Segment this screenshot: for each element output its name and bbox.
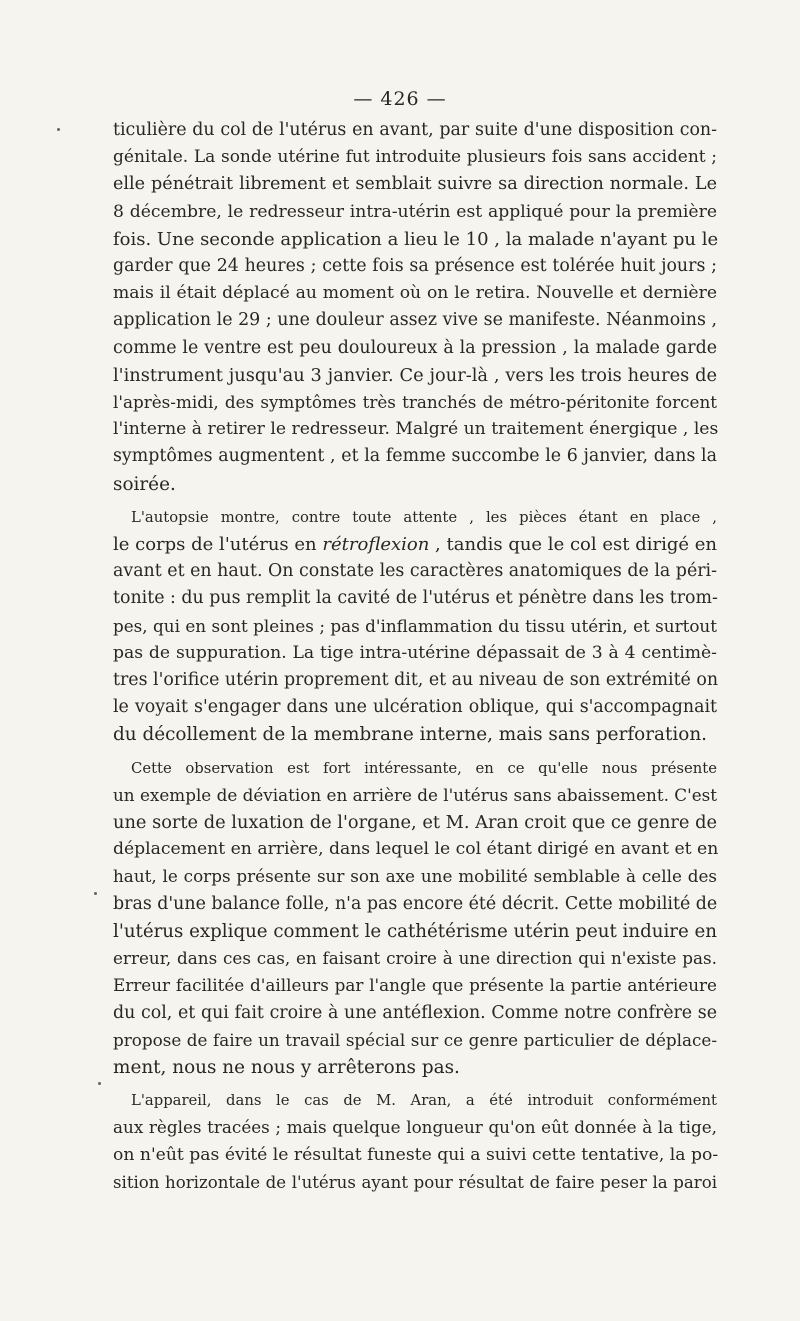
text-line: l'utérus explique comment le cathétérisme utérin peut induire en bbox=[113, 920, 717, 942]
text-line-with-italic bbox=[113, 531, 717, 558]
text-line: haut, le corps présente sur son axe une mobilité semblable à celle des bbox=[113, 866, 717, 887]
text-line: aux règles tracées ; mais quelque longueur qu'on eût donnée à la tige, bbox=[113, 1117, 717, 1138]
text-line: l'après-midi, des symptômes très tranchés de métro-péritonite forcent bbox=[113, 392, 717, 413]
text-line: erreur, dans ces cas, en faisant croire à une direction qui n'existe pas. bbox=[113, 948, 717, 969]
paragraph-3 bbox=[113, 755, 717, 1081]
text-line: application le 29 ; une douleur assez vive se manifeste. Néanmoins , bbox=[113, 310, 717, 331]
text-line: 8 décembre, le redresseur intra-utérin est appliqué pour la première bbox=[113, 201, 717, 222]
ink-speck-mark bbox=[57, 128, 60, 131]
text-line: on n'eût pas évité le résultat funeste qui a suivi cette tentative, la po- bbox=[113, 1144, 719, 1165]
text-line: Erreur facilitée d'ailleurs par l'angle que présente la partie antérieure bbox=[113, 975, 717, 996]
paragraph-4 bbox=[113, 1087, 717, 1196]
body-text bbox=[113, 117, 717, 1196]
text-line: bras d'une balance folle, n'a pas encore été décrit. Cette mobilité de bbox=[113, 893, 718, 914]
text-line: mais il était déplacé au moment où on le retira. Nouvelle et dernière bbox=[113, 283, 717, 304]
text-line: l'interne à retirer le redresseur. Malgré un traitement énergique , les bbox=[113, 419, 719, 440]
text-line: Cette observation est fort intéressante, en ce qu'elle nous présente bbox=[131, 759, 717, 777]
text-line: garder que 24 heures ; cette fois sa présence est tolérée huit jours ; bbox=[113, 256, 717, 277]
ink-speck-mark bbox=[94, 892, 97, 895]
paragraph-2 bbox=[113, 504, 717, 749]
text-line: tres l'orifice utérin proprement dit, et au niveau de son extrémité on bbox=[113, 670, 719, 691]
text-line: déplacement en arrière, dans lequel le col étant dirigé en avant et en bbox=[113, 839, 719, 860]
text-fragment: , tandis que le col est dirigé en bbox=[429, 534, 717, 556]
text-line: L'autopsie montre, contre toute attente , les pièces étant en place , bbox=[131, 508, 717, 526]
text-line: génitale. La sonde utérine fut introduite plusieurs fois sans accident ; bbox=[113, 147, 717, 168]
text-line: sition horizontale de l'utérus ayant pour résultat de faire peser la paroi bbox=[113, 1172, 717, 1192]
text-line: le voyait s'engager dans une ulcération oblique, qui s'accompagnait bbox=[113, 697, 717, 718]
text-line: un exemple de déviation en arrière de l'utérus sans abaissement. C'est bbox=[113, 784, 717, 805]
text-line: une sorte de luxation de l'organe, et M. Aran croit que ce genre de bbox=[113, 812, 717, 834]
text-line: tonite : du pus remplit la cavité de l'utérus et pénètre dans les trom- bbox=[113, 588, 718, 609]
text-line: propose de faire un travail spécial sur ce genre particulier de déplace- bbox=[113, 1029, 717, 1050]
text-line: symptômes augmentent , et la femme succombe le 6 janvier, dans la bbox=[113, 446, 717, 467]
text-line: L'appareil, dans le cas de M. Aran, a été introduit conformément bbox=[131, 1092, 717, 1110]
text-line: du décollement de la membrane interne, mais sans perforation. bbox=[113, 724, 708, 746]
text-line: l'instrument jusqu'au 3 janvier. Ce jour-là , vers les trois heures de bbox=[113, 364, 717, 386]
text-line: ment, nous ne nous y arrêterons pas. bbox=[113, 1056, 460, 1078]
text-line: du col, et qui fait croire à une antéflexion. Comme notre confrère se bbox=[113, 1002, 717, 1023]
paragraph-1 bbox=[113, 117, 717, 498]
text-line: elle pénétrait librement et semblait suivre sa direction normale. Le bbox=[113, 174, 717, 195]
text-line: comme le ventre est peu douloureux à la pression , la malade garde bbox=[113, 337, 717, 358]
page-number-header: — 426 — bbox=[353, 88, 447, 110]
text-line: soirée. bbox=[113, 473, 176, 495]
text-fragment: le corps de l'utérus en bbox=[113, 534, 323, 556]
text-line: avant et en haut. On constate les caractères anatomiques de la péri- bbox=[113, 561, 717, 582]
text-line: pes, qui en sont pleines ; pas d'inflammation du tissu utérin, et surtout bbox=[113, 615, 717, 636]
ink-speck-mark bbox=[98, 1082, 101, 1085]
text-line: fois. Une seconde application a lieu le 10 , la malade n'ayant pu le bbox=[113, 228, 719, 250]
italic-term: rétroflexion bbox=[322, 534, 430, 556]
text-line: pas de suppuration. La tige intra-utérine dépassait de 3 à 4 centimè- bbox=[113, 642, 717, 663]
text-line: ticulière du col de l'utérus en avant, par suite d'une disposition con- bbox=[113, 120, 717, 140]
